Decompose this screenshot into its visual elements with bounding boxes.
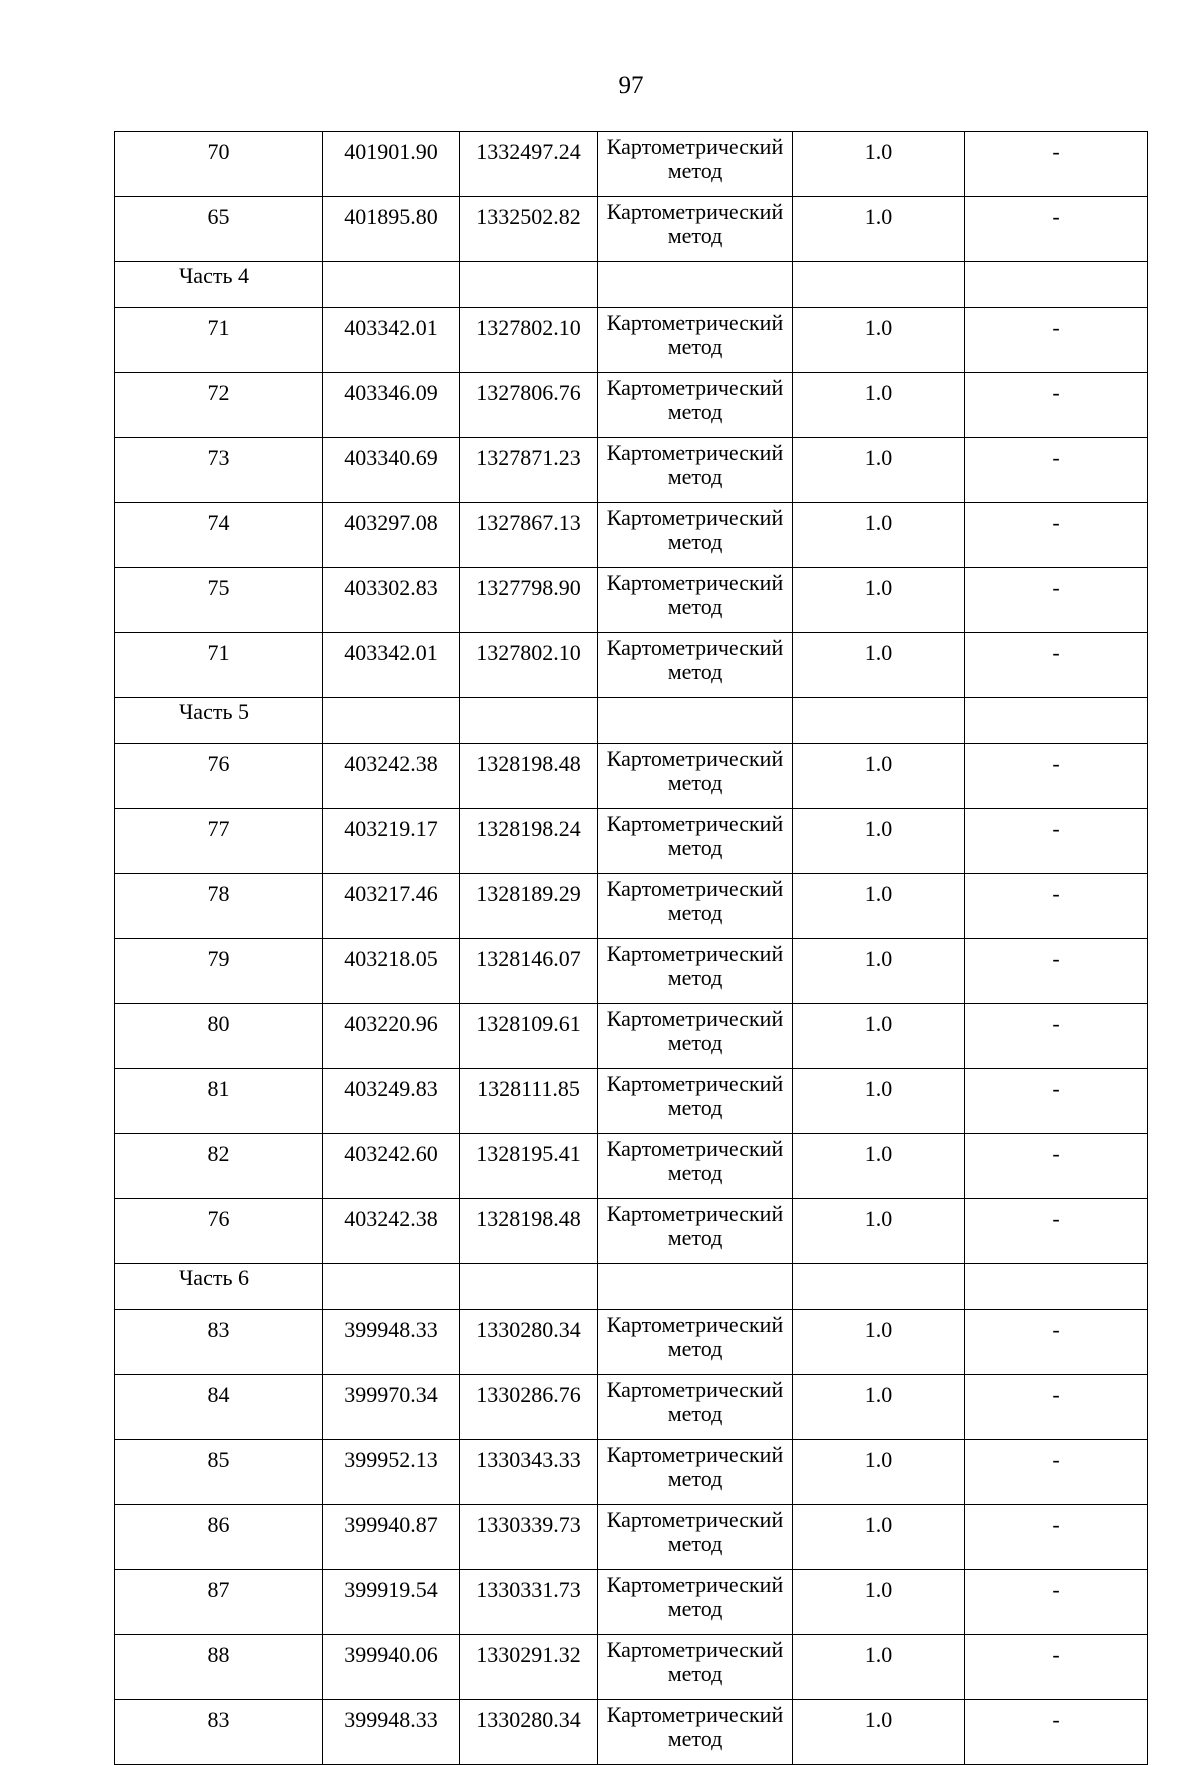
- x-coordinate-cell: 399948.33: [323, 1310, 460, 1375]
- x-coordinate-cell: 403346.09: [323, 373, 460, 438]
- table-row: [115, 568, 1148, 633]
- empty-cell: [460, 1264, 598, 1310]
- note-cell: -: [965, 1375, 1148, 1440]
- accuracy-cell: 1.0: [793, 197, 965, 262]
- note-cell: -: [965, 373, 1148, 438]
- point-id-cell: 77: [115, 809, 323, 874]
- x-coordinate-cell: 399940.87: [323, 1505, 460, 1570]
- accuracy-cell: 1.0: [793, 874, 965, 939]
- point-id-cell: 83: [115, 1310, 323, 1375]
- note-cell: -: [965, 1635, 1148, 1700]
- y-coordinate-cell: 1328189.29: [460, 874, 598, 939]
- method-cell: Картометрический метод: [598, 1199, 793, 1264]
- empty-cell: [323, 1264, 460, 1310]
- table-row: [115, 1069, 1148, 1134]
- note-cell: -: [965, 1570, 1148, 1635]
- method-cell: Картометрический метод: [598, 633, 793, 698]
- x-coordinate-cell: 401895.80: [323, 197, 460, 262]
- empty-cell: [965, 1264, 1148, 1310]
- table-row: [115, 373, 1148, 438]
- table-row: [115, 939, 1148, 1004]
- table-row: [115, 1199, 1148, 1264]
- note-cell: -: [965, 438, 1148, 503]
- point-id-cell: 73: [115, 438, 323, 503]
- accuracy-cell: 1.0: [793, 568, 965, 633]
- y-coordinate-cell: 1330291.32: [460, 1635, 598, 1700]
- method-cell: Картометрический метод: [598, 1375, 793, 1440]
- part-header-row: [115, 1264, 1148, 1310]
- accuracy-cell: 1.0: [793, 1199, 965, 1264]
- table-row: [115, 438, 1148, 503]
- point-id-cell: 79: [115, 939, 323, 1004]
- y-coordinate-cell: 1330286.76: [460, 1375, 598, 1440]
- x-coordinate-cell: 403297.08: [323, 503, 460, 568]
- y-coordinate-cell: 1327867.13: [460, 503, 598, 568]
- method-cell: Картометрический метод: [598, 1069, 793, 1134]
- y-coordinate-cell: 1330280.34: [460, 1310, 598, 1375]
- point-id-cell: 71: [115, 308, 323, 373]
- x-coordinate-cell: 403217.46: [323, 874, 460, 939]
- part-label: Часть 5: [115, 698, 323, 744]
- table-row: [115, 633, 1148, 698]
- note-cell: -: [965, 568, 1148, 633]
- part-label: Часть 6: [115, 1264, 323, 1310]
- empty-cell: [323, 698, 460, 744]
- note-cell: -: [965, 744, 1148, 809]
- accuracy-cell: 1.0: [793, 373, 965, 438]
- table-row: [115, 197, 1148, 262]
- empty-cell: [598, 1264, 793, 1310]
- y-coordinate-cell: 1328195.41: [460, 1134, 598, 1199]
- method-cell: Картометрический метод: [598, 744, 793, 809]
- method-cell: Картометрический метод: [598, 438, 793, 503]
- y-coordinate-cell: 1328198.48: [460, 744, 598, 809]
- table-row: [115, 1700, 1148, 1765]
- x-coordinate-cell: 399948.33: [323, 1700, 460, 1765]
- accuracy-cell: 1.0: [793, 1375, 965, 1440]
- note-cell: -: [965, 1310, 1148, 1375]
- coordinates-table: [114, 131, 1148, 1765]
- accuracy-cell: 1.0: [793, 1635, 965, 1700]
- note-cell: -: [965, 874, 1148, 939]
- point-id-cell: 88: [115, 1635, 323, 1700]
- note-cell: -: [965, 1505, 1148, 1570]
- x-coordinate-cell: 399970.34: [323, 1375, 460, 1440]
- y-coordinate-cell: 1328109.61: [460, 1004, 598, 1069]
- accuracy-cell: 1.0: [793, 939, 965, 1004]
- note-cell: -: [965, 1134, 1148, 1199]
- x-coordinate-cell: 403242.38: [323, 744, 460, 809]
- note-cell: -: [965, 809, 1148, 874]
- accuracy-cell: 1.0: [793, 1310, 965, 1375]
- point-id-cell: 75: [115, 568, 323, 633]
- empty-cell: [793, 1264, 965, 1310]
- accuracy-cell: 1.0: [793, 809, 965, 874]
- x-coordinate-cell: 403218.05: [323, 939, 460, 1004]
- y-coordinate-cell: 1330331.73: [460, 1570, 598, 1635]
- point-id-cell: 70: [115, 132, 323, 197]
- note-cell: -: [965, 1069, 1148, 1134]
- accuracy-cell: 1.0: [793, 744, 965, 809]
- y-coordinate-cell: 1327802.10: [460, 633, 598, 698]
- y-coordinate-cell: 1327798.90: [460, 568, 598, 633]
- empty-cell: [965, 698, 1148, 744]
- method-cell: Картометрический метод: [598, 308, 793, 373]
- empty-cell: [598, 262, 793, 308]
- x-coordinate-cell: 399919.54: [323, 1570, 460, 1635]
- y-coordinate-cell: 1330280.34: [460, 1700, 598, 1765]
- method-cell: Картометрический метод: [598, 1440, 793, 1505]
- point-id-cell: 76: [115, 744, 323, 809]
- y-coordinate-cell: 1328198.24: [460, 809, 598, 874]
- method-cell: Картометрический метод: [598, 1635, 793, 1700]
- y-coordinate-cell: 1330343.33: [460, 1440, 598, 1505]
- y-coordinate-cell: 1332497.24: [460, 132, 598, 197]
- point-id-cell: 65: [115, 197, 323, 262]
- empty-cell: [598, 698, 793, 744]
- x-coordinate-cell: 401901.90: [323, 132, 460, 197]
- x-coordinate-cell: 403249.83: [323, 1069, 460, 1134]
- note-cell: -: [965, 633, 1148, 698]
- method-cell: Картометрический метод: [598, 939, 793, 1004]
- note-cell: -: [965, 1004, 1148, 1069]
- accuracy-cell: 1.0: [793, 1069, 965, 1134]
- note-cell: -: [965, 503, 1148, 568]
- table-row: [115, 1375, 1148, 1440]
- method-cell: Картометрический метод: [598, 809, 793, 874]
- table-row: [115, 1570, 1148, 1635]
- accuracy-cell: 1.0: [793, 1570, 965, 1635]
- method-cell: Картометрический метод: [598, 1134, 793, 1199]
- method-cell: Картометрический метод: [598, 132, 793, 197]
- y-coordinate-cell: 1328198.48: [460, 1199, 598, 1264]
- y-coordinate-cell: 1327806.76: [460, 373, 598, 438]
- point-id-cell: 87: [115, 1570, 323, 1635]
- y-coordinate-cell: 1332502.82: [460, 197, 598, 262]
- accuracy-cell: 1.0: [793, 132, 965, 197]
- point-id-cell: 81: [115, 1069, 323, 1134]
- x-coordinate-cell: 403219.17: [323, 809, 460, 874]
- point-id-cell: 78: [115, 874, 323, 939]
- y-coordinate-cell: 1328146.07: [460, 939, 598, 1004]
- accuracy-cell: 1.0: [793, 633, 965, 698]
- x-coordinate-cell: 403342.01: [323, 308, 460, 373]
- y-coordinate-cell: 1328111.85: [460, 1069, 598, 1134]
- method-cell: Картометрический метод: [598, 373, 793, 438]
- point-id-cell: 82: [115, 1134, 323, 1199]
- table-row: [115, 809, 1148, 874]
- empty-cell: [793, 262, 965, 308]
- empty-cell: [793, 698, 965, 744]
- note-cell: -: [965, 1700, 1148, 1765]
- point-id-cell: 86: [115, 1505, 323, 1570]
- note-cell: -: [965, 132, 1148, 197]
- accuracy-cell: 1.0: [793, 1134, 965, 1199]
- x-coordinate-cell: 403242.60: [323, 1134, 460, 1199]
- table-row: [115, 874, 1148, 939]
- part-header-row: [115, 698, 1148, 744]
- accuracy-cell: 1.0: [793, 438, 965, 503]
- empty-cell: [460, 698, 598, 744]
- point-id-cell: 85: [115, 1440, 323, 1505]
- accuracy-cell: 1.0: [793, 503, 965, 568]
- table-row: [115, 1505, 1148, 1570]
- table-row: [115, 1134, 1148, 1199]
- point-id-cell: 74: [115, 503, 323, 568]
- coordinates-table-body: [115, 132, 1148, 1765]
- table-row: [115, 744, 1148, 809]
- note-cell: -: [965, 308, 1148, 373]
- y-coordinate-cell: 1330339.73: [460, 1505, 598, 1570]
- point-id-cell: 76: [115, 1199, 323, 1264]
- note-cell: -: [965, 197, 1148, 262]
- method-cell: Картометрический метод: [598, 568, 793, 633]
- method-cell: Картометрический метод: [598, 1310, 793, 1375]
- page-number: 97: [618, 72, 644, 99]
- point-id-cell: 84: [115, 1375, 323, 1440]
- x-coordinate-cell: 403342.01: [323, 633, 460, 698]
- table-row: [115, 132, 1148, 197]
- empty-cell: [965, 262, 1148, 308]
- table-row: [115, 1004, 1148, 1069]
- part-label: Часть 4: [115, 262, 323, 308]
- table-row: [115, 308, 1148, 373]
- method-cell: Картометрический метод: [598, 1700, 793, 1765]
- x-coordinate-cell: 399940.06: [323, 1635, 460, 1700]
- x-coordinate-cell: 403220.96: [323, 1004, 460, 1069]
- y-coordinate-cell: 1327871.23: [460, 438, 598, 503]
- table-row: [115, 1635, 1148, 1700]
- method-cell: Картометрический метод: [598, 1570, 793, 1635]
- point-id-cell: 80: [115, 1004, 323, 1069]
- method-cell: Картометрический метод: [598, 874, 793, 939]
- x-coordinate-cell: 403302.83: [323, 568, 460, 633]
- accuracy-cell: 1.0: [793, 308, 965, 373]
- part-header-row: [115, 262, 1148, 308]
- method-cell: Картометрический метод: [598, 503, 793, 568]
- x-coordinate-cell: 403340.69: [323, 438, 460, 503]
- note-cell: -: [965, 939, 1148, 1004]
- method-cell: Картометрический метод: [598, 1505, 793, 1570]
- accuracy-cell: 1.0: [793, 1440, 965, 1505]
- accuracy-cell: 1.0: [793, 1505, 965, 1570]
- point-id-cell: 72: [115, 373, 323, 438]
- accuracy-cell: 1.0: [793, 1004, 965, 1069]
- empty-cell: [460, 262, 598, 308]
- table-row: [115, 1310, 1148, 1375]
- table-row: [115, 1440, 1148, 1505]
- accuracy-cell: 1.0: [793, 1700, 965, 1765]
- y-coordinate-cell: 1327802.10: [460, 308, 598, 373]
- x-coordinate-cell: 399952.13: [323, 1440, 460, 1505]
- method-cell: Картометрический метод: [598, 197, 793, 262]
- table-row: [115, 503, 1148, 568]
- note-cell: -: [965, 1440, 1148, 1505]
- empty-cell: [323, 262, 460, 308]
- point-id-cell: 71: [115, 633, 323, 698]
- x-coordinate-cell: 403242.38: [323, 1199, 460, 1264]
- point-id-cell: 83: [115, 1700, 323, 1765]
- note-cell: -: [965, 1199, 1148, 1264]
- method-cell: Картометрический метод: [598, 1004, 793, 1069]
